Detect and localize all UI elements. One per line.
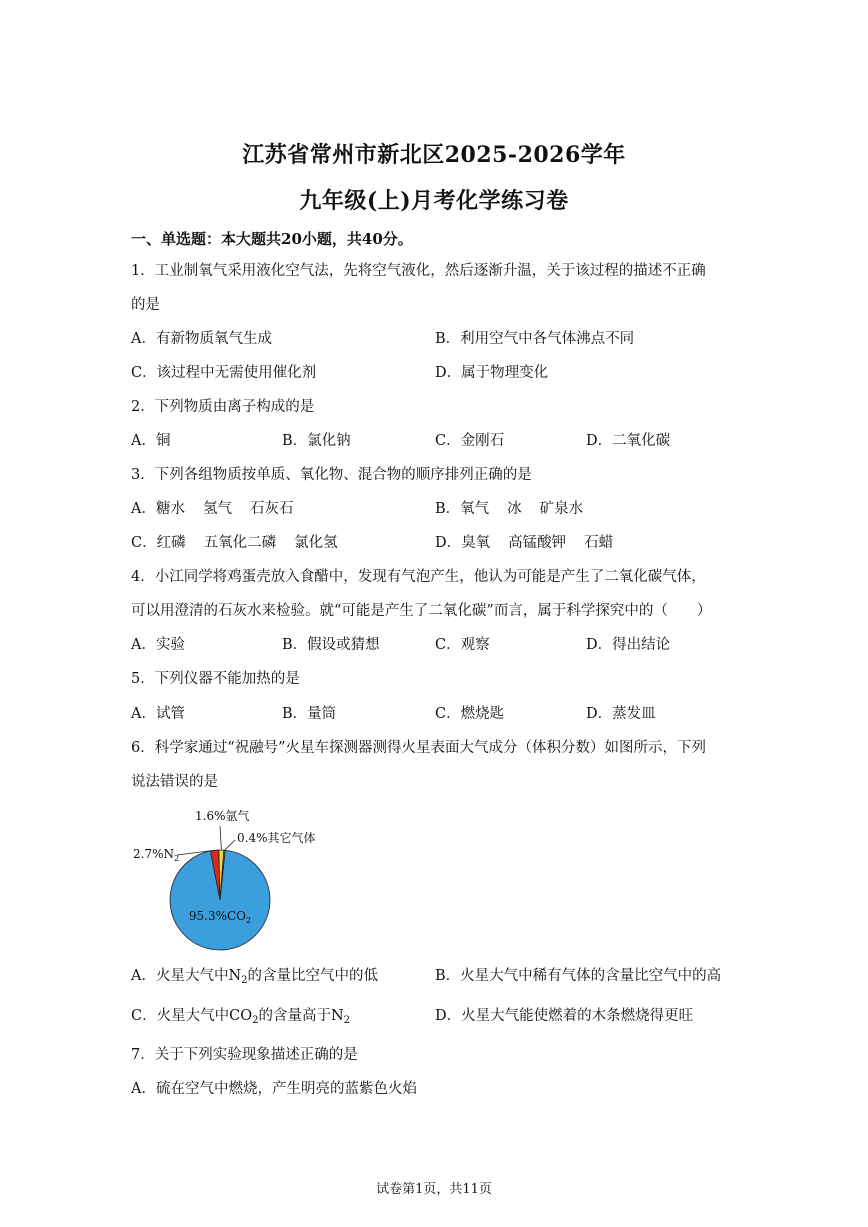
pie-leader-line-2: [220, 826, 221, 850]
q6-option-a: A．火星大气中$N_2$的含量比空气中的低: [131, 968, 379, 986]
pie-label-3: 0.4%其它气体: [237, 831, 316, 845]
q2-option-c: C．金刚石: [435, 433, 505, 449]
q3-option-c: C．红磷 五氧化二磷 氯化氢: [131, 535, 338, 551]
q3-stem: 3．下列各组物质按单质、氧化物、混合物的顺序排列正确的是: [131, 467, 532, 483]
q4-option-b: B．假设或猜想: [282, 637, 380, 653]
q5-option-d: D．蒸发皿: [586, 706, 656, 722]
q1-option-d: D．属于物理变化: [435, 365, 549, 381]
q3-option-b: B．氧气 冰 矿泉水: [435, 501, 584, 517]
q5-option-b: B．量筒: [282, 706, 337, 722]
q6-option-d: D．火星大气能使燃着的木条燃烧得更旺: [435, 1008, 694, 1024]
q1-option-a: A．有新物质氧气生成: [131, 331, 272, 347]
q5-stem: 5．下列仪器不能加热的是: [131, 671, 300, 687]
q6-stem-line1: 6．科学家通过“祝融号”火星车探测器测得火星表面大气成分（体积分数）如图所示，下列: [131, 740, 707, 756]
q6-stem-line2: 说法错误的是: [131, 774, 218, 790]
title-line-1: 江苏省常州市新北区2025-2026学年: [242, 142, 626, 168]
q3-option-d: D．臭氧 高锰酸钾 石蜡: [435, 535, 614, 551]
q2-option-a: A．铜: [131, 433, 171, 449]
q3-option-a: A．糖水 氢气 石灰石: [131, 501, 294, 517]
section-heading: 一、单选题：本大题共20小题，共40分。: [131, 230, 413, 248]
q6-option-c: C．火星大气中$CO_2$的含量高于$N_2$: [131, 1008, 351, 1026]
pie-leader-line-3: [225, 840, 235, 850]
pie-label-1: $2.7\%N_2$: [133, 847, 180, 863]
q5-option-a: A．试管: [131, 706, 185, 722]
q1-option-b: B．利用空气中各气体沸点不同: [435, 331, 635, 347]
q6-option-b: B．火星大气中稀有气体的含量比空气中的高: [435, 968, 722, 984]
page-footer: 试卷第1页，共11页: [376, 1182, 492, 1197]
q2-option-b: B．氯化钠: [282, 433, 351, 449]
q1-option-c: C．该过程中无需使用催化剂: [131, 365, 317, 381]
title-line-2: 九年级(上)月考化学练习卷: [299, 188, 569, 214]
q2-option-d: D．二氧化碳: [586, 433, 671, 449]
q5-option-c: C．燃烧匙: [435, 706, 505, 722]
q1-stem-line2: 的是: [131, 297, 160, 313]
q1-stem-line1: 1．工业制氧气采用液化空气法，先将空气液化，然后逐渐升温，关于该过程的描述不正确: [131, 263, 706, 279]
q4-option-a: A．实验: [131, 637, 185, 653]
q4-option-d: D．得出结论: [586, 637, 671, 653]
pie-label-2: 1.6%氩气: [195, 809, 250, 823]
mars-atmosphere-pie-chart: [125, 800, 345, 960]
q4-stem-line1: 4．小江同学将鸡蛋壳放入食醋中，发现有气泡产生，他认为可能是产生了二氧化碳气体，: [131, 569, 706, 585]
pie-label-0: $95.3\%CO_2$: [188, 909, 252, 925]
q4-option-c: C．观察: [435, 637, 490, 653]
q4-stem-line2: 可以用澄清的石灰水来检验。就“可能是产生了二氧化碳”而言，属于科学探究中的（ ）: [131, 603, 712, 619]
q7-stem: 7．关于下列实验现象描述正确的是: [131, 1047, 358, 1063]
q2-stem: 2．下列物质由离子构成的是: [131, 399, 315, 415]
q7-option-a: A．硫在空气中燃烧，产生明亮的蓝紫色火焰: [131, 1081, 417, 1097]
